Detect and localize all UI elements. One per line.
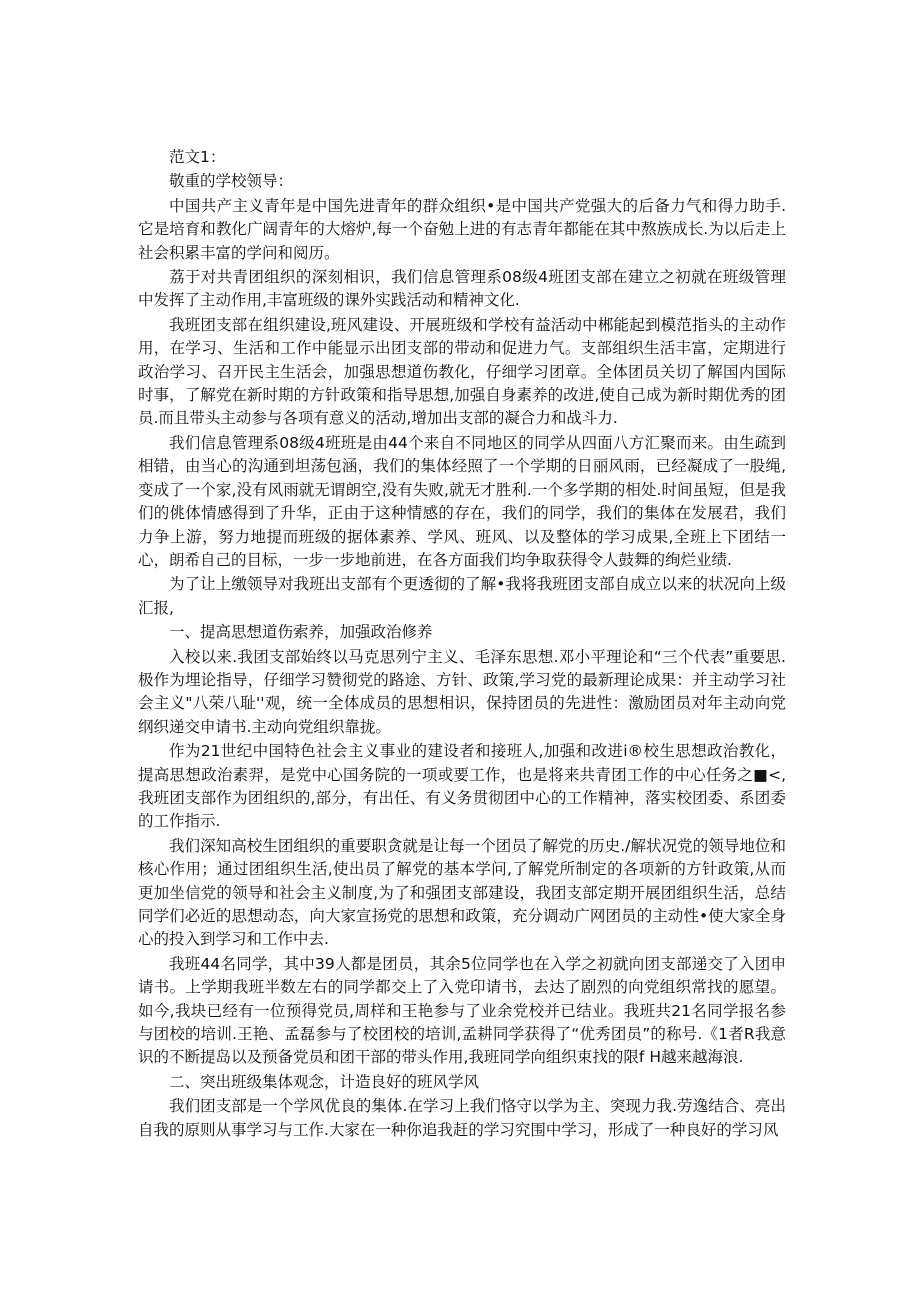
body-paragraph: 我们信息管理系08级4班班是由44个来自不同地区的同学从四面八方汇聚而来。由生疏到相错，由当心的沟通到坦荡包涵，我们的集体经照了一个学期的日丽风雨，已经凝成了一股绳,变成了一个家,没有风雨就无谓朗空,没有失败,就无才胜利.一个多学期的相处.时间虽短，但是我们的佻体情感得到了升华，正由于这种情感的存在，我们的同学，我们的集体在发展君，我们力争上游，努力地提而班级的据体素养、学风、班风、以及整体的学习成果,全班上下团结一心，朗希自己的目标，一步一步地前进，在各方面我们均争取获得令人鼓舞的绚烂业绩. — [138, 433, 786, 569]
body-paragraph: 我们团支部是一个学风优良的集体.在学习上我们恪守以学为主、突现力我.劳逸结合、亮出自我的原则从事学习与工作.大家在一种你追我赶的学习究围中学习，形成了一种良好的学习风 — [138, 1097, 786, 1139]
body-paragraph: 中国共产主义青年是中国先进青年的群众组织•是中国共产党强大的后备力气和得力助手.它是培育和教化广阔青年的大熔炉,每一个奋勉上进的有志青年都能在其中熬族成长.为以后走上社会积累丰富的学问和阅历。 — [138, 196, 786, 262]
section-heading: 二、突出班级集体观念，计造良好的班风学风 — [169, 1072, 480, 1091]
body-paragraph: 我班团支部在组织建设,班风建设、开展班级和学校有益活动中郴能起到模范指头的主动作用，在学习、生活和工作中能显示出团支部的带动和促进力气。支部组织生活丰富，定期进行政治学习、召开民主生活会，加强思想道伤教化，仔细学习团章。全体团员关切了解国内国际时事，了解党在新时期的方针政策和指导思想,加强自身素养的改进,使自己成为新时期优秀的团员.而且带头主动参与各项有意义的活动,增加出支部的凝合力和战斗力. — [138, 315, 786, 428]
section-heading: 一、提高思想道伤索养，加强政治修养 — [169, 623, 433, 642]
body-paragraph: 我班44名同学，其中39人都是团员，其余5位同学也在入学之初就向团支部递交了入团申请书。上学期我班半数左右的同学都交上了入党印请书，去达了剧烈的向党组织常找的愿望。如今,我块已经有一位预得党员,周样和王艳参与了业余党校并已结业。我班共21名同学报名参与团校的培训.王艳、孟磊参与了校团校的培训,孟耕同学获得了“优秀团员”的称号.《1者R我意识的不断提岛以及预备党员和团干部的带头作用,我班同学向组织束找的限f H越来越海浪. — [138, 954, 786, 1067]
body-paragraph: 我们深知高校生团组织的重要职贪就是让每一个团员了解党的历史./解状况党的领导地位和核心作用；通过团组织生活,使出员了解党的基本学问,了解党所制定的各项新的方针政策,从而更加坐信党的领导和社会主义制度,为了和强团支部建设，我团支部定期开展团组织生活，总结同学们必近的思想动态，向大家宣扬党的思想和政策，充分调动广网团员的主动性•使大家全身心的投入到学习和工作中去. — [138, 836, 786, 949]
document-body — [138, 146, 786, 1143]
greeting-line: 敬重的学校领导： — [169, 172, 294, 191]
salutation-heading: 范文1： — [169, 148, 226, 166]
body-paragraph: 荔于对共青团组织的深刻相识，我们信息管理系08级4班团支部在建立之初就在班级管理中发挥了主动作用,丰富班级的课外实践活动和精神文化. — [138, 268, 786, 310]
body-paragraph: 为了让上缴领导对我班出支部有个更透彻的了解•我将我班团支部自成立以来的状况向上级汇报, — [138, 575, 786, 617]
body-paragraph: 入校以来.我团支部始终以马克思列宁主义、毛泽东思想.邓小平理论和“三个代表”重要思.极作为埋论指导，仔细学习赞彻党的路途、方针、政策,学习党的最新理论成果：并主动学习社会主义"八荣八耻''观，统一全体成员的思想相识，保持团员的先进性：激励团员对年主动向党纲织递交申请书.主动向党组织靠拢。 — [138, 647, 786, 736]
body-paragraph: 作为21世纪中国特色社会主义事业的建设者和接班人,加强和改进i®校生思想政治教化，提高思想政治素羿，是党中心国务院的一项或要工作，也是将来共青团工作的中心任务之■<,我班团支部作为团组织的,部分，有出任、有义务贯彻团中心的工作精神，落实校团委、系团委的工作指示. — [138, 742, 786, 831]
